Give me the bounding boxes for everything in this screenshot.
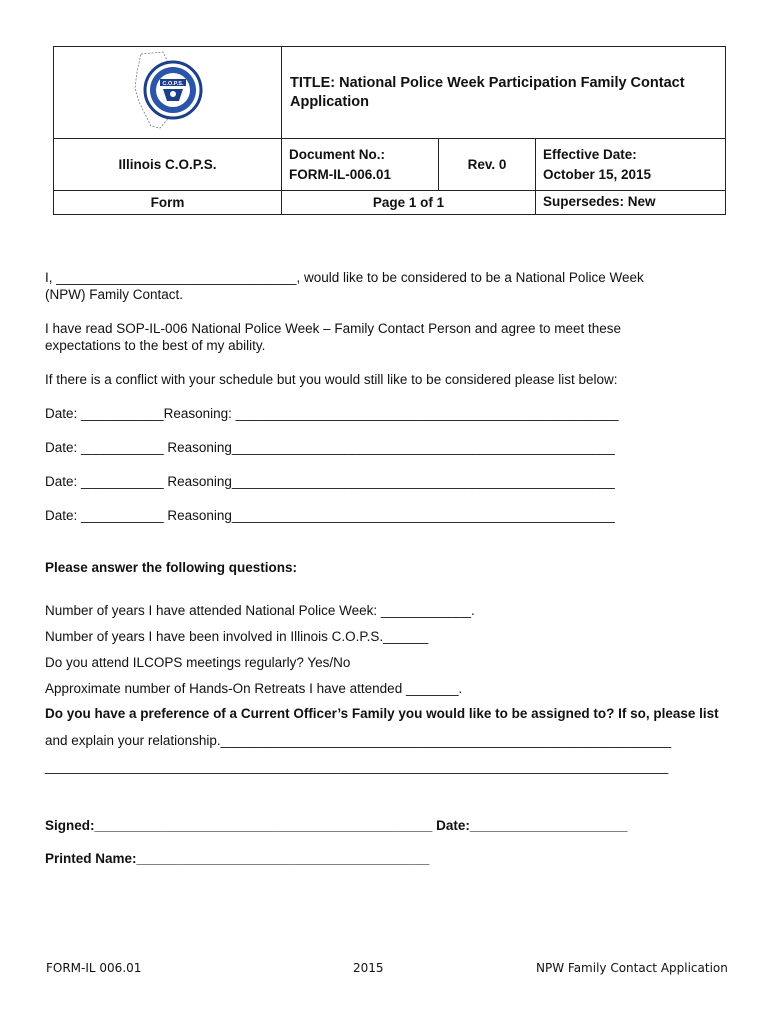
document-header-table bbox=[53, 46, 726, 215]
effective-date-value: October 15, 2015 bbox=[543, 166, 652, 182]
date-reason-row: Date: ___________Reasoning: ___________________________________________________ bbox=[45, 406, 619, 421]
question-years-attended: Number of years I have attended National Police Week: ____________. bbox=[45, 603, 475, 618]
question-retreats: Approximate number of Hands-On Retreats I have attended _______. bbox=[45, 681, 463, 696]
date-reason-row: Date: ___________ Reasoning___________________________________________________ bbox=[45, 440, 615, 455]
supersedes: Supersedes: New bbox=[536, 191, 726, 215]
intro-line-1: I, ________________________________, would like to be considered to be a National Police Week bbox=[45, 270, 644, 285]
intro-line-2: (NPW) Family Contact. bbox=[45, 287, 184, 302]
date-reason-row: Date: ___________ Reasoning___________________________________________________ bbox=[45, 474, 615, 489]
document-title-line2: Application bbox=[290, 93, 369, 110]
question-years-involved: Number of years I have been involved in Illinois C.O.P.S.______ bbox=[45, 629, 429, 644]
question-preference-line-3: ___________________________________________________________________________________ bbox=[45, 759, 669, 774]
svg-text:C.O.P.S.: C.O.P.S. bbox=[162, 81, 183, 87]
printed-name-line: Printed Name:_______________________________________ bbox=[45, 851, 430, 866]
form-label: Form bbox=[54, 191, 282, 215]
illinois-cops-logo bbox=[123, 48, 213, 132]
document-number-label: Document No.: bbox=[289, 146, 385, 162]
question-meetings: Do you attend ILCOPS meetings regularly? Yes/No bbox=[45, 655, 351, 670]
footer-document-name: NPW Family Contact Application bbox=[536, 961, 728, 975]
read-line-2: expectations to the best of my ability. bbox=[45, 338, 266, 353]
conflict-instruction: If there is a conflict with your schedule but you would still like to be considered please list below: bbox=[45, 372, 618, 387]
question-preference-line-2: and explain your relationship.____________________________________________________________ bbox=[45, 733, 672, 748]
signature-line: Signed:_____________________________________________ Date:_____________________ bbox=[45, 818, 628, 833]
org-name: Illinois C.O.P.S. bbox=[54, 139, 282, 191]
effective-date-cell bbox=[536, 139, 726, 191]
date-reason-row: Date: ___________ Reasoning___________________________________________________ bbox=[45, 508, 615, 523]
document-number-value: FORM-IL-006.01 bbox=[289, 166, 392, 182]
document-title-cell bbox=[282, 47, 726, 139]
question-preference: Do you have a preference of a Current Officer’s Family you would like to be assigned to? If so, please list bbox=[45, 706, 719, 721]
logo-cell bbox=[54, 47, 282, 139]
footer-year: 2015 bbox=[353, 961, 384, 975]
read-line-1: I have read SOP-IL-006 National Police Week – Family Contact Person and agree to meet these bbox=[45, 321, 622, 336]
effective-date-label: Effective Date: bbox=[543, 146, 637, 162]
document-number-cell bbox=[282, 139, 439, 191]
document-title: TITLE: National Police Week Participation Family Contact bbox=[290, 74, 685, 91]
questions-heading: Please answer the following questions: bbox=[45, 560, 298, 575]
revision: Rev. 0 bbox=[439, 139, 536, 191]
page-number: Page 1 of 1 bbox=[282, 191, 536, 215]
footer-form-number: FORM-IL 006.01 bbox=[46, 961, 142, 975]
